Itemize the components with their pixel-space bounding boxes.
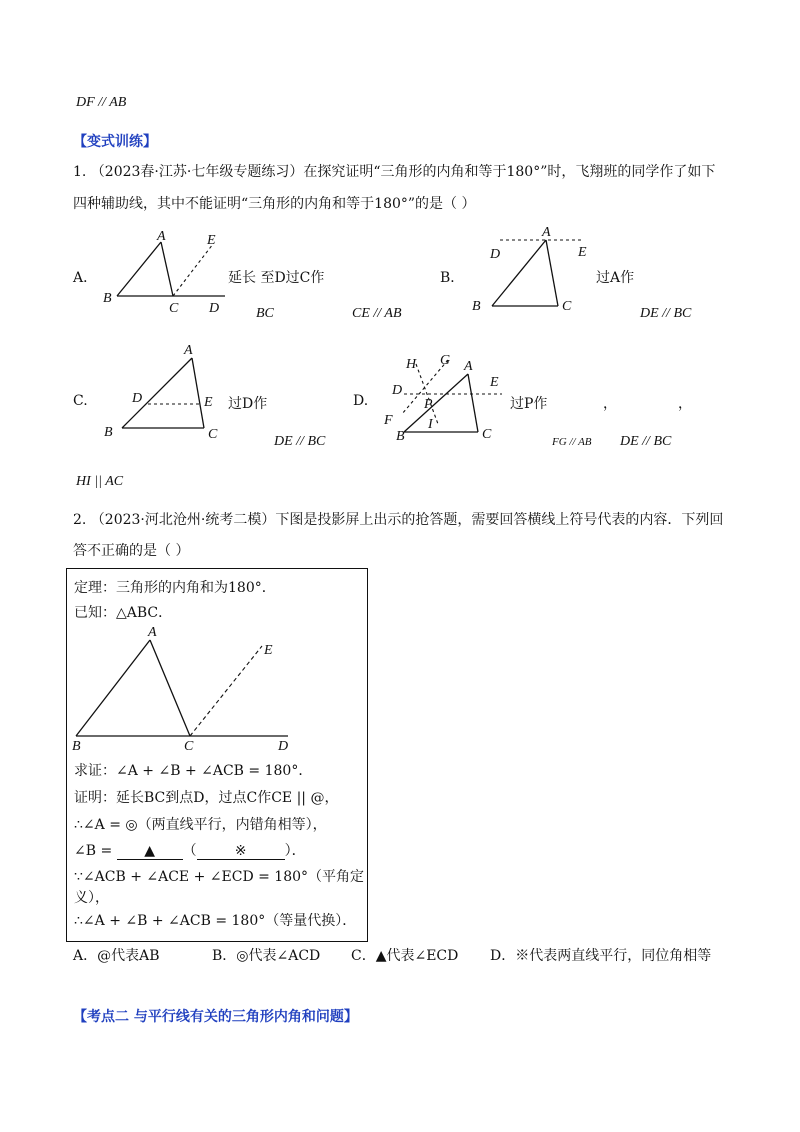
fig-c-label-E: E bbox=[204, 395, 213, 410]
q2-known: 已知：△ABC． bbox=[74, 605, 173, 621]
q2-blank-triangle: ▲ bbox=[117, 843, 183, 860]
top-formula: DF // AB bbox=[76, 95, 127, 110]
q2-proof5: 义）， bbox=[74, 890, 109, 906]
fig-a-label-C: C bbox=[169, 301, 179, 316]
q2-option-a[interactable]: A．@代表AB bbox=[73, 948, 160, 964]
q1-option-d-under2: DE // BC bbox=[620, 434, 672, 449]
fig-c-label-A: A bbox=[184, 343, 193, 358]
q1-option-c-desc: 过D作 bbox=[228, 396, 268, 412]
fig-a-label-D: D bbox=[209, 301, 220, 316]
fig-c-label-C: C bbox=[208, 427, 218, 442]
q1-figure-d bbox=[380, 348, 510, 444]
q1-option-b-desc: 过A作 bbox=[596, 270, 635, 286]
q2-theorem: 定理：三角形的内角和为180°． bbox=[74, 580, 276, 596]
fig-d-label-C: C bbox=[482, 427, 492, 442]
fig-d-label-A: A bbox=[464, 359, 473, 374]
fig-b-label-A: A bbox=[542, 225, 551, 240]
q2-fig-label-A: A bbox=[148, 625, 157, 640]
fig-b-label-E: E bbox=[578, 245, 587, 260]
q2-proof6: ∴∠A + ∠B + ∠ACB = 180°（等量代换）． bbox=[74, 913, 357, 929]
q1-option-a-under1: BC bbox=[256, 306, 274, 321]
q2-proof3-prefix: ∠B = bbox=[74, 843, 117, 859]
q1-option-c-under: DE // BC bbox=[274, 434, 326, 449]
q1-option-c-label[interactable]: C. bbox=[73, 393, 88, 409]
q2-option-d[interactable]: D．※代表两直线平行，同位角相等 bbox=[490, 948, 712, 964]
fig-d-label-B: B bbox=[396, 429, 405, 444]
q1-option-a-label[interactable]: A． bbox=[73, 270, 98, 286]
fig-a-label-A: A bbox=[157, 229, 166, 244]
fig-b-label-D: D bbox=[490, 247, 501, 262]
q2-line1: 2. （2023·河北沧州·统考二模）下图是投影屏上出示的抢答题，需要回答横线上符号代表的内容．下列回 bbox=[73, 512, 724, 528]
q1-option-a-under2: CE // AB bbox=[352, 306, 402, 321]
q1-figure-c bbox=[96, 338, 228, 442]
fig-a-label-E: E bbox=[207, 233, 216, 248]
q2-proof3-mid: （ bbox=[182, 843, 197, 859]
q2-fig-label-D: D bbox=[278, 739, 289, 750]
fig-d-label-D: D bbox=[392, 383, 403, 398]
q2-proof3 bbox=[74, 840, 306, 860]
fig-d-label-G: G bbox=[440, 353, 451, 368]
fig-a-label-B: B bbox=[103, 291, 112, 306]
q2-figure bbox=[68, 620, 298, 750]
fig-d-label-E: E bbox=[490, 375, 499, 390]
q2-option-c[interactable]: C．▲代表∠ECD bbox=[351, 948, 459, 964]
fig-d-label-I: I bbox=[428, 417, 433, 432]
q2-proof3-suffix: ）． bbox=[284, 843, 306, 859]
q1-line2: 四种辅助线，其中不能证明“三角形的内角和等于180°”的是（ ） bbox=[73, 196, 476, 212]
q1-option-b-label[interactable]: B． bbox=[440, 270, 465, 286]
fig-b-label-C: C bbox=[562, 299, 572, 314]
q1-option-d-label[interactable]: D. bbox=[353, 393, 369, 409]
section-variant-training: 【变式训练】 bbox=[73, 134, 157, 150]
q1-option-d-comma1: ， bbox=[603, 396, 617, 412]
q1-option-d-comma2: ， bbox=[678, 396, 692, 412]
q2-proof2: ∴∠A = ◎（两直线平行，内错角相等）， bbox=[74, 817, 327, 833]
q1-figure-b bbox=[466, 222, 596, 318]
q2-option-b[interactable]: B．◎代表∠ACD bbox=[212, 948, 321, 964]
fig-d-label-P: P bbox=[424, 397, 433, 412]
fig-d-label-H: H bbox=[406, 357, 417, 372]
q1-option-b-under: DE // BC bbox=[640, 306, 692, 321]
section-key-point-2: 【考点二 与平行线有关的三角形内角和问题】 bbox=[73, 1009, 358, 1025]
q1-option-a-desc: 延长 至D过C作 bbox=[228, 270, 325, 286]
q1-tail: HI || AC bbox=[76, 474, 124, 489]
fig-b-label-B: B bbox=[472, 299, 481, 314]
q1-figure-a bbox=[95, 228, 235, 320]
q2-proof1: 证明：延长BC到点D，过点C作CE || @， bbox=[74, 790, 339, 806]
fig-c-label-D: D bbox=[132, 391, 143, 406]
q1-option-d-desc: 过P作 bbox=[510, 396, 548, 412]
q2-fig-label-C: C bbox=[184, 739, 194, 750]
q2-fig-label-B: B bbox=[72, 739, 81, 750]
fig-d-label-F: F bbox=[384, 413, 393, 428]
q1-line1: 1. （2023春·江苏·七年级专题练习）在探究证明“三角形的内角和等于180°”时，飞翔班的同学作了如下 bbox=[73, 164, 716, 180]
q2-line2: 答不正确的是（ ） bbox=[73, 543, 190, 559]
q1-option-d-under1: FG // AB bbox=[552, 436, 592, 448]
fig-c-label-B: B bbox=[104, 425, 113, 440]
q2-prove: 求证：∠A + ∠B + ∠ACB = 180°． bbox=[74, 763, 313, 779]
q2-fig-label-E: E bbox=[264, 643, 273, 658]
q2-proof4: ∵∠ACB + ∠ACE + ∠ECD = 180°（平角定 bbox=[74, 869, 365, 885]
q2-blank-reference: ※ bbox=[197, 843, 285, 860]
